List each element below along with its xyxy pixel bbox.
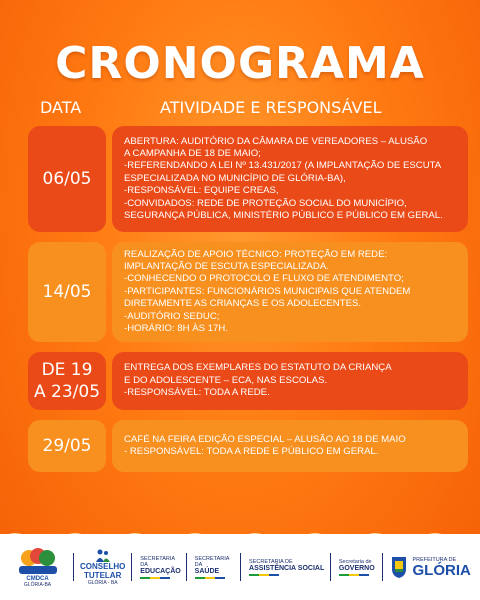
divider (73, 553, 74, 581)
sponsor-footer (0, 534, 480, 600)
activity-line: IMPLANTAÇÃO DE ESCUTA ESPECIALIZADA. (124, 260, 329, 272)
activity-line: SEGURANÇA PÚBLICA, MINISTÉRIO PÚBLICO E PÚBLICO EM GERAL. (124, 210, 443, 222)
activity-line: A CAMPANHA DE 18 DE MAIO; (124, 147, 261, 159)
cmdca-place: GLÓRIA-BA (23, 582, 52, 588)
page-title: CRONOGRAMA (55, 38, 425, 89)
cmdca-logo (6, 546, 69, 588)
activity-line: -PARTICIPANTES: FUNCIONÁRIOS MUNICIPAIS QUE ATENDEM (124, 285, 411, 297)
conselho-place: GLÓRIA - BA (87, 579, 118, 586)
schedule-row (28, 242, 468, 342)
activity-line: -RESPONSÁVEL: TODA A REDE. (124, 387, 270, 399)
secretaria-name: SAÚDE (194, 567, 220, 575)
schedule-row (28, 352, 468, 410)
secretaria-name: EDUCAÇÃO (140, 567, 181, 575)
date-text: 06/05 (42, 169, 92, 189)
cmdca-emblem-icon (15, 546, 61, 576)
date-text: 29/05 (42, 436, 92, 456)
activity-line: -HORÁRIO: 8H ÀS 17H. (124, 323, 228, 335)
activity-line: - RESPONSÁVEL: TODA A REDE E PÚBLICO EM GERAL. (124, 446, 379, 457)
flag-stripe (249, 574, 279, 576)
family-icon (95, 549, 111, 563)
activity-line: DIRETAMENTE AS CRIANÇAS E OS ADOLECENTES. (124, 298, 362, 310)
activity-line: ENTREGA DOS EXEMPLARES DO ESTATUTO DA CRIANÇA (124, 362, 392, 374)
activity-line: -REFERENDANDO A LEI Nº 13.431/2017 (A IMPLANTAÇÃO DE ESCUTA (124, 160, 442, 172)
secretaria-name: ASSISTÊNCIA SOCIAL (249, 564, 325, 572)
activity-box (112, 126, 468, 232)
schedule-row (28, 126, 468, 232)
divider (382, 553, 383, 581)
date-box (28, 352, 106, 410)
activity-column-header: ATIVIDADE E RESPONSÁVEL (160, 98, 382, 117)
date-box (28, 126, 106, 232)
activity-line: ESPECIALIZADA NO MUNICÍPIO DE GLÓRIA-BA), (124, 172, 346, 184)
flag-stripe (195, 577, 225, 579)
divider (186, 553, 187, 581)
date-text: A 23/05 (33, 382, 101, 402)
secretaria-name: GOVERNO (338, 564, 375, 572)
activity-line: CAFÉ NA FEIRA EDIÇÃO ESPECIAL – ALUSÃO AO 18 DE MAIO (124, 433, 406, 445)
activity-line: REALIZAÇÃO DE APOIO TÉCNICO: PROTEÇÃO EM REDE: (124, 248, 388, 260)
activity-line: E DO ADOLESCENTE – ECA, NAS ESCOLAS. (124, 374, 328, 386)
prefeitura-line1: PREFEITURA DE (412, 556, 457, 563)
secretaria-educacao-logo (136, 556, 181, 579)
conselho-tutelar-logo (78, 549, 127, 586)
activity-box (112, 420, 468, 472)
conselho-line2: TUTELAR (84, 570, 122, 580)
date-box (28, 420, 106, 472)
secretaria-prefix: SECRETARIA DE (249, 558, 293, 565)
divider (330, 553, 331, 581)
secretaria-prefix: SECRETARIA DA (140, 555, 175, 568)
date-column-header: DATA (40, 98, 82, 117)
schedule-row (28, 420, 468, 472)
secretaria-saude-logo (191, 556, 236, 579)
date-box (28, 242, 106, 342)
secretaria-prefix: SECRETARIA DA (194, 555, 230, 568)
flag-stripe (339, 574, 369, 576)
activity-box (112, 352, 468, 410)
date-text: 14/05 (42, 282, 92, 302)
activity-box (112, 242, 468, 342)
crest-icon (390, 555, 408, 579)
secretaria-governo-logo (335, 559, 378, 576)
flag-stripe (140, 577, 170, 579)
cmdca-name: CMDCA (26, 576, 49, 582)
prefeitura-line2: GLÓRIA (412, 561, 471, 579)
prefeitura-gloria-logo (387, 555, 474, 579)
activity-line: -CONHECENDO O PROTOCOLO E FLUXO DE ATENDIMENTO; (124, 273, 404, 285)
activity-line: -RESPONSÁVEL: EQUIPE CREAS, (124, 185, 279, 197)
date-text: DE 19 (41, 360, 93, 380)
activity-line: -AUDITÓRIO SEDUC; (124, 310, 220, 322)
secretaria-prefix: Secretaria de (338, 558, 372, 565)
divider (131, 553, 132, 581)
divider (240, 553, 241, 581)
conselho-line1: CONSELHO (80, 561, 126, 571)
activity-line: -CONVIDADOS: REDE DE PROTEÇÃO SOCIAL DO MUNICÍPIO, (124, 197, 407, 209)
activity-line: ABERTURA: AUDITÓRIO DA CÂMARA DE VEREADORES – ALUSÃO (124, 135, 428, 147)
secretaria-assistencia-logo (245, 559, 326, 576)
